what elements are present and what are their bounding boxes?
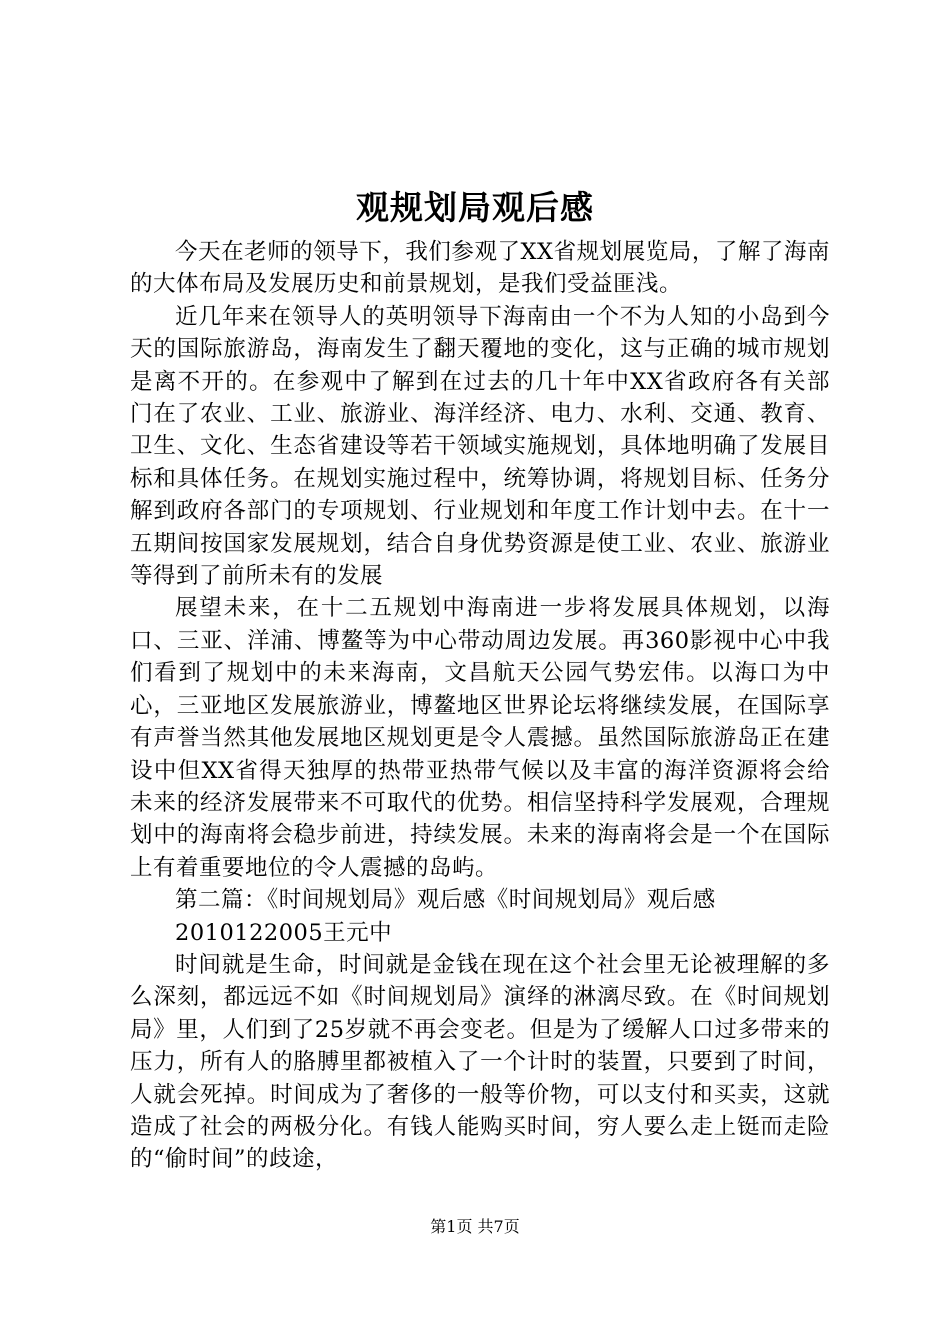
document-title: 观规划局观后感	[356, 188, 594, 227]
paragraph-author-line: 2010122005王元中	[175, 919, 393, 946]
paragraph-intro: 今天在老师的领导下，我们参观了XX省规划展览局，了解了海南的大体布局及发展历史和前景规划，是我们受益匪浅。	[130, 239, 830, 298]
page-number-footer: 第1页 共7页	[430, 1217, 520, 1236]
paragraph-future: 展望未来，在十二五规划中海南进一步将发展具体规划，以海口、三亚、洋浦、博鳌等为中心带动周边发展。再360影视中心中我们看到了规划中的未来海南，文昌航天公园气势宏伟。以海口为中心，三亚地区发展旅游业，博鳌地区世界论坛将继续发展，在国际享有声誉当然其他发展地区规划更是令人震撼。虽然国际旅游岛正在建设中但XX省得天独厚的热带亚热带气候以及丰富的海洋资源将会给未来的经济发展带来不可取代的优势。相信坚持科学发展观，合理规划中的海南将会稳步前进，持续发展。未来的海南将会是一个在国际上有着重要地位的令人震撼的岛屿。	[130, 595, 830, 881]
paragraph-history: 近几年来在领导人的英明领导下海南由一个不为人知的小岛到今天的国际旅游岛，海南发生了翻天覆地的变化，这与正确的城市规划是离不开的。在参观中了解到在过去的几十年中XX省政府各有关部门在了农业、工业、旅游业、海洋经济、电力、水利、交通、教育、卫生、文化、生态省建设等若干领域实施规划，具体地明确了发展目标和具体任务。在规划实施过程中，统筹协调，将规划目标、任务分解到政府各部门的专项规划、行业规划和年度工作计划中去。在十一五期间按国家发展规划，结合自身优势资源是使工业、农业、旅游业等得到了前所未有的发展	[130, 303, 830, 590]
paragraph-second-title: 第二篇：《时间规划局》观后感《时间规划局》观后感	[175, 887, 716, 914]
document-body	[130, 236, 830, 1176]
paragraph-time-planning: 时间就是生命，时间就是金钱在现在这个社会里无论被理解的多么深刻，都远远不如《时间规划局》演绎的淋漓尽致。在《时间规划局》里，人们到了25岁就不再会变老。但是为了缓解人口过多带来的压力，所有人的胳膊里都被植入了一个计时的装置，只要到了时间，人就会死掉。时间成为了奢侈的一般等价物，可以支付和买卖，这就造成了社会的两极分化。有钱人能购买时间，穷人要么走上铤而走险的“偷时间”的歧途，	[130, 951, 830, 1173]
